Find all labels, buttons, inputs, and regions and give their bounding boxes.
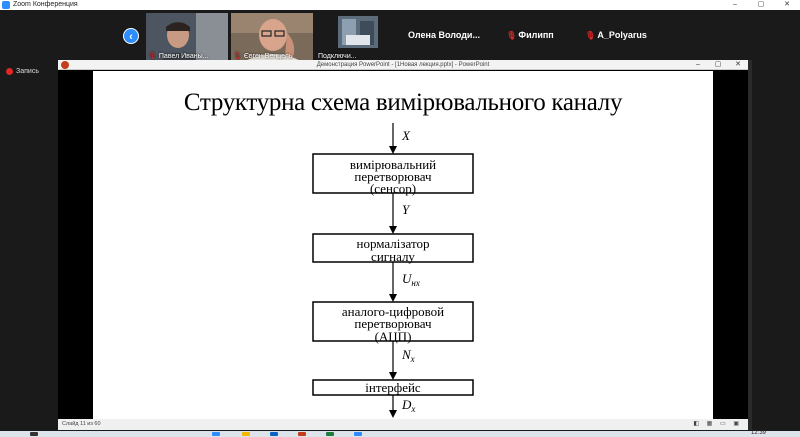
participant-video-tile[interactable]: [231, 13, 313, 61]
ppt-statusbar: [58, 419, 748, 430]
ppt-titlebar: [58, 60, 748, 70]
signal-x-label: X: [402, 128, 410, 143]
recording-label: Запись: [16, 68, 39, 75]
minimize-button[interactable]: –: [733, 1, 737, 8]
participant-name: Подключи...: [318, 53, 357, 60]
mic-muted-icon: 🎙: [233, 53, 242, 60]
windows-taskbar: [0, 431, 800, 437]
scrollbar[interactable]: [748, 60, 752, 430]
clock: 12:39: [750, 430, 766, 436]
block-sensor-line-1: вимірювальний: [349, 157, 437, 172]
mic-muted-icon: 🎙: [585, 31, 596, 40]
ppt-title: Демонстрация PowerPoint - [1Новая лекция.pptx] - PowerPoint: [316, 62, 490, 68]
taskbar-app-icon[interactable]: [212, 432, 220, 436]
block-sensor-line-2: перетворювач: [354, 169, 432, 184]
participant-name: 🎙 Євген Венцель: [233, 52, 293, 60]
taskbar-app-icon[interactable]: [326, 432, 334, 436]
taskbar-app-icon[interactable]: [298, 432, 306, 436]
block-adc-line-1: аналого-цифровой: [341, 304, 445, 319]
taskbar-app-icon[interactable]: [270, 432, 278, 436]
view-buttons[interactable]: ◧ ▦ ▭ ▣: [693, 421, 742, 427]
block-normalizer-line-1: нормалізатор: [356, 236, 430, 251]
participant-video-tile[interactable]: [146, 13, 228, 61]
participant-name: 🎙 A_Polyarus: [585, 30, 647, 40]
app-title: Zoom Конференция: [13, 1, 78, 8]
taskbar-app-icon[interactable]: [354, 432, 362, 436]
zoom-titlebar: [0, 0, 800, 10]
block-interface-line-1: інтерфейс: [365, 380, 421, 395]
shared-powerpoint-window: [58, 60, 748, 430]
mic-muted-icon: 🎙: [148, 53, 157, 60]
block-adc-line-3: (АЦП): [374, 329, 412, 344]
participant-name-tile[interactable]: [488, 13, 572, 61]
block-sensor-line-3: (сенсор): [369, 181, 417, 196]
slide: [93, 71, 713, 419]
block-adc-line-2: перетворювач: [354, 316, 432, 331]
maximize-button[interactable]: ▢: [757, 1, 765, 8]
participant-name-tile[interactable]: [574, 13, 658, 61]
block-normalizer-line-2: сигналу: [371, 249, 415, 264]
ppt-minimize-button[interactable]: –: [696, 61, 700, 68]
slide-counter: Слайд 11 из 60: [62, 421, 101, 427]
ppt-close-button[interactable]: ✕: [735, 61, 741, 68]
previous-page-button[interactable]: ‹: [123, 28, 139, 44]
ppt-maximize-button[interactable]: ▢: [714, 61, 722, 68]
taskbar-app-icon[interactable]: [242, 432, 250, 436]
slide-title: Структурна схема вимірювального каналу: [183, 89, 623, 116]
recording-indicator[interactable]: [6, 68, 39, 75]
participant-name-tile[interactable]: [402, 13, 486, 61]
block-diagram: [93, 71, 713, 419]
signal-dx-label: $D_x$: [402, 397, 416, 414]
participant-name: 🎙 Филипп: [506, 30, 554, 40]
participant-name: 🎙 Павел Иваны...: [148, 52, 209, 60]
mic-muted-icon: 🎙: [506, 31, 517, 40]
signal-unx-label: $U_{нх}$: [402, 271, 420, 288]
close-button[interactable]: ✕: [784, 1, 790, 8]
participant-video-tile[interactable]: [316, 13, 399, 61]
participant-name: Олена Володи...: [408, 30, 480, 40]
signal-nx-label: $N_x$: [402, 347, 415, 364]
start-icon[interactable]: [30, 432, 38, 436]
participants-strip: [0, 10, 800, 62]
signal-y-label: Y: [402, 202, 410, 217]
record-icon: [6, 68, 13, 75]
zoom-logo-icon: [2, 1, 10, 9]
